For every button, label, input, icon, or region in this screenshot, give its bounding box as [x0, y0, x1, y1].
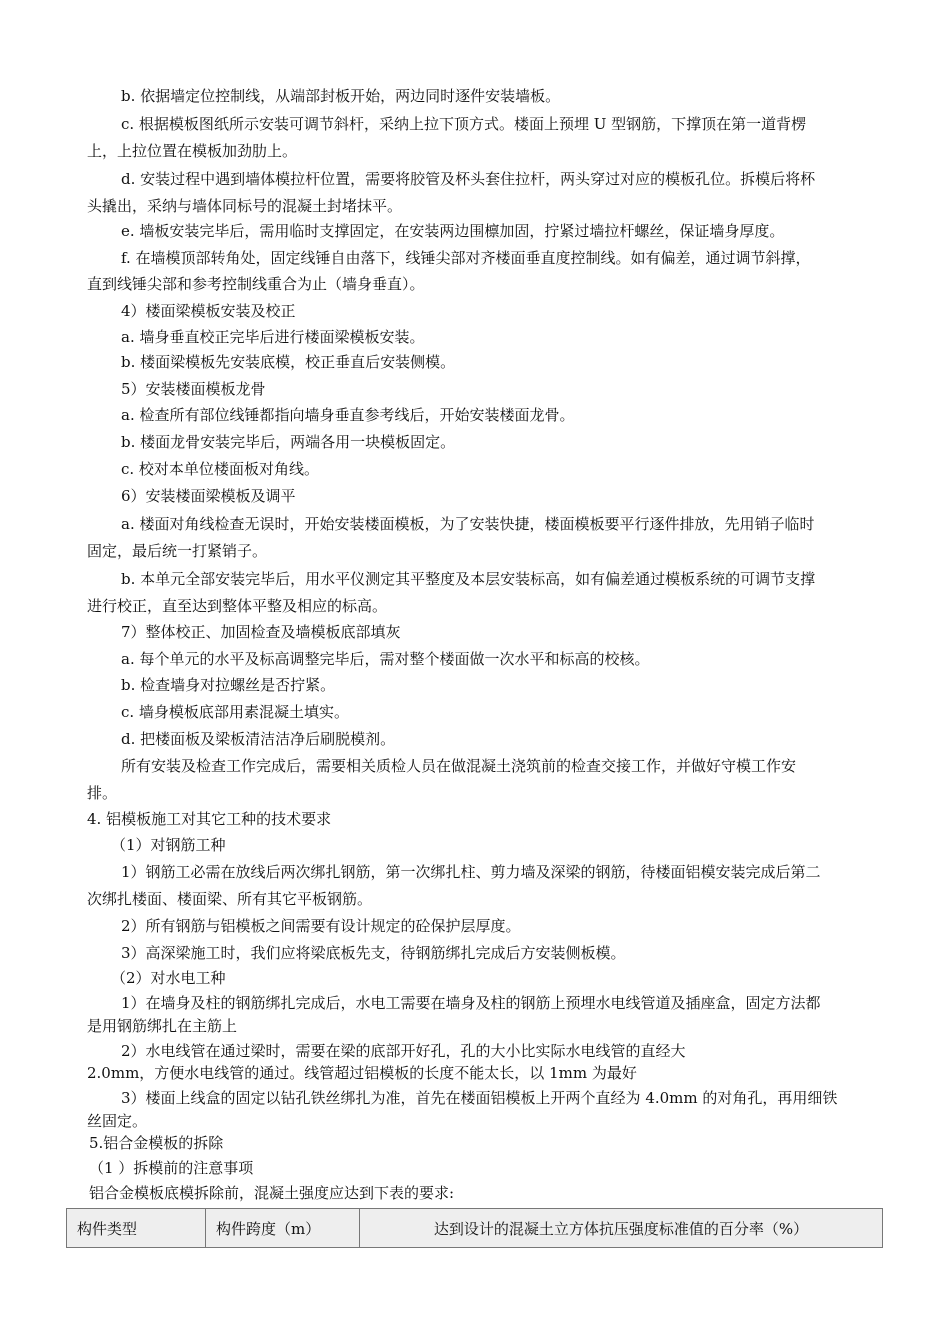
paragraph-line: a. 每个单元的水平及标高调整完毕后，需对整个楼面做一次水平和标高的校核。 — [121, 650, 650, 668]
paragraph-line: c. 校对本单位楼面板对角线。 — [121, 460, 319, 478]
subsection-heading: （1）对钢筋工种 — [111, 836, 226, 854]
paragraph-line: c. 墙身模板底部用素混凝土填实。 — [121, 703, 349, 721]
paragraph-line: 3）楼面上线盒的固定以钻孔铁丝绑扎为准，首先在楼面铝模板上开两个直经为 4.0mm 的对角孔，再用细铁 — [121, 1089, 838, 1107]
paragraph-line: 3）高深梁施工时，我们应将梁底板先支，待钢筋绑扎完成后方安装侧板模。 — [121, 944, 626, 962]
paragraph-line: 是用钢筋绑扎在主筋上 — [87, 1017, 238, 1035]
paragraph-line: b. 检查墙身对拉螺丝是否拧紧。 — [121, 676, 336, 694]
paragraph-line: 2）水电线管在通过梁时，需要在梁的底部开好孔，孔的大小比实际水电线管的直经大 — [121, 1042, 686, 1060]
paragraph-line: a. 检查所有部位线锤都指向墙身垂直参考线后，开始安装楼面龙骨。 — [121, 406, 575, 424]
paragraph-line: 进行校正，直至达到整体平整及相应的标高。 — [87, 597, 388, 615]
paragraph-line: 2）所有钢筋与铝模板之间需要有设计规定的砼保护层厚度。 — [121, 917, 521, 935]
paragraph-line: 所有安装及检查工作完成后，需要相关质检人员在做混凝土浇筑前的检查交接工作，并做好守模工作安 — [121, 757, 797, 775]
paragraph-line: f. 在墙模顶部转角处，固定线锤自由落下，线锤尖部对齐楼面垂直度控制线。如有偏差，通过调节斜撑， — [121, 249, 811, 267]
strength-requirement-table — [66, 1208, 883, 1248]
paragraph-line: a. 墙身垂直校正完毕后进行楼面梁模板安装。 — [121, 328, 425, 346]
paragraph-line: 排。 — [87, 784, 118, 802]
paragraph-line: b. 楼面龙骨安装完毕后，两端各用一块模板固定。 — [121, 433, 456, 451]
section-heading: 7）整体校正、加固检查及墙模板底部填灰 — [121, 623, 401, 641]
paragraph-line: 2.0mm，方便水电线管的通过。线管超过铝模板的长度不能太长，以 1mm 为最好 — [87, 1064, 637, 1082]
subsection-heading: （2）对水电工种 — [111, 969, 226, 987]
section-heading: 5.铝合金模板的拆除 — [89, 1134, 224, 1152]
paragraph-line: 直到线锤尖部和参考控制线重合为止（墙身垂直）。 — [87, 275, 425, 293]
paragraph-line: 固定，最后统一打紧销子。 — [87, 542, 268, 560]
paragraph-line: 次绑扎楼面、楼面梁、所有其它平板钢筋。 — [87, 890, 373, 908]
paragraph-line: 1）在墙身及柱的钢筋绑扎完成后，水电工需要在墙身及柱的钢筋上预埋水电线管道及插座盒，固定方法都 — [121, 994, 821, 1012]
paragraph-line: c. 根据模板图纸所示安装可调节斜杆，采纳上拉下顶方式。楼面上预埋 U 型钢筋，下撑顶在第一道背楞 — [121, 115, 807, 133]
paragraph-line: e. 墙板安装完毕后，需用临时支撑固定，在安装两边围檩加固，拧紧过墙拉杆螺丝，保证墙身厚度。 — [121, 222, 785, 240]
subsection-heading: （1 ）拆模前的注意事项 — [89, 1159, 254, 1177]
paragraph-line: 头撬出，采纳与墙体同标号的混凝土封堵抹平。 — [87, 197, 403, 215]
paragraph-line: b. 楼面梁模板先安装底模，校正垂直后安装侧模。 — [121, 353, 456, 371]
paragraph-line: 丝固定。 — [87, 1112, 148, 1130]
paragraph-line: 铝合金模板底模拆除前，混凝土强度应达到下表的要求: — [89, 1184, 455, 1202]
table-header-cell: 达到设计的混凝土立方体抗压强度标准值的百分率（%） — [360, 1209, 883, 1248]
table-header-row — [67, 1209, 883, 1248]
paragraph-line: b. 本单元全部安装完毕后，用水平仪测定其平整度及本层安装标高，如有偏差通过模板系统的可调节支撑 — [121, 570, 816, 588]
table-header-cell: 构件跨度（m） — [206, 1209, 360, 1248]
paragraph-line: 1）钢筋工必需在放线后两次绑扎钢筋，第一次绑扎柱、剪力墙及深梁的钢筋，待楼面铝模安装完成后第二 — [121, 863, 821, 881]
section-heading: 4. 铝模板施工对其它工种的技术要求 — [87, 810, 332, 828]
section-heading: 6）安装楼面梁模板及调平 — [121, 487, 296, 505]
paragraph-line: 上，上拉位置在模板加劲肋上。 — [87, 142, 298, 160]
table-header-cell: 构件类型 — [67, 1209, 206, 1248]
paragraph-line: b. 依据墙定位控制线，从端部封板开始，两边同时逐件安装墙板。 — [121, 87, 561, 105]
paragraph-line: d. 把楼面板及梁板清洁洁净后刷脱模剂。 — [121, 730, 396, 748]
section-heading: 5）安装楼面模板龙骨 — [121, 380, 266, 398]
paragraph-line: d. 安装过程中遇到墙体模拉杆位置，需要将胶管及杯头套住拉杆，两头穿过对应的模板孔位。拆模后将杯 — [121, 170, 816, 188]
section-heading: 4）楼面梁模板安装及校正 — [121, 302, 296, 320]
paragraph-line: a. 楼面对角线检查无误时，开始安装楼面模板，为了安装快捷，楼面模板要平行逐件排放，先用销子临时 — [121, 515, 815, 533]
